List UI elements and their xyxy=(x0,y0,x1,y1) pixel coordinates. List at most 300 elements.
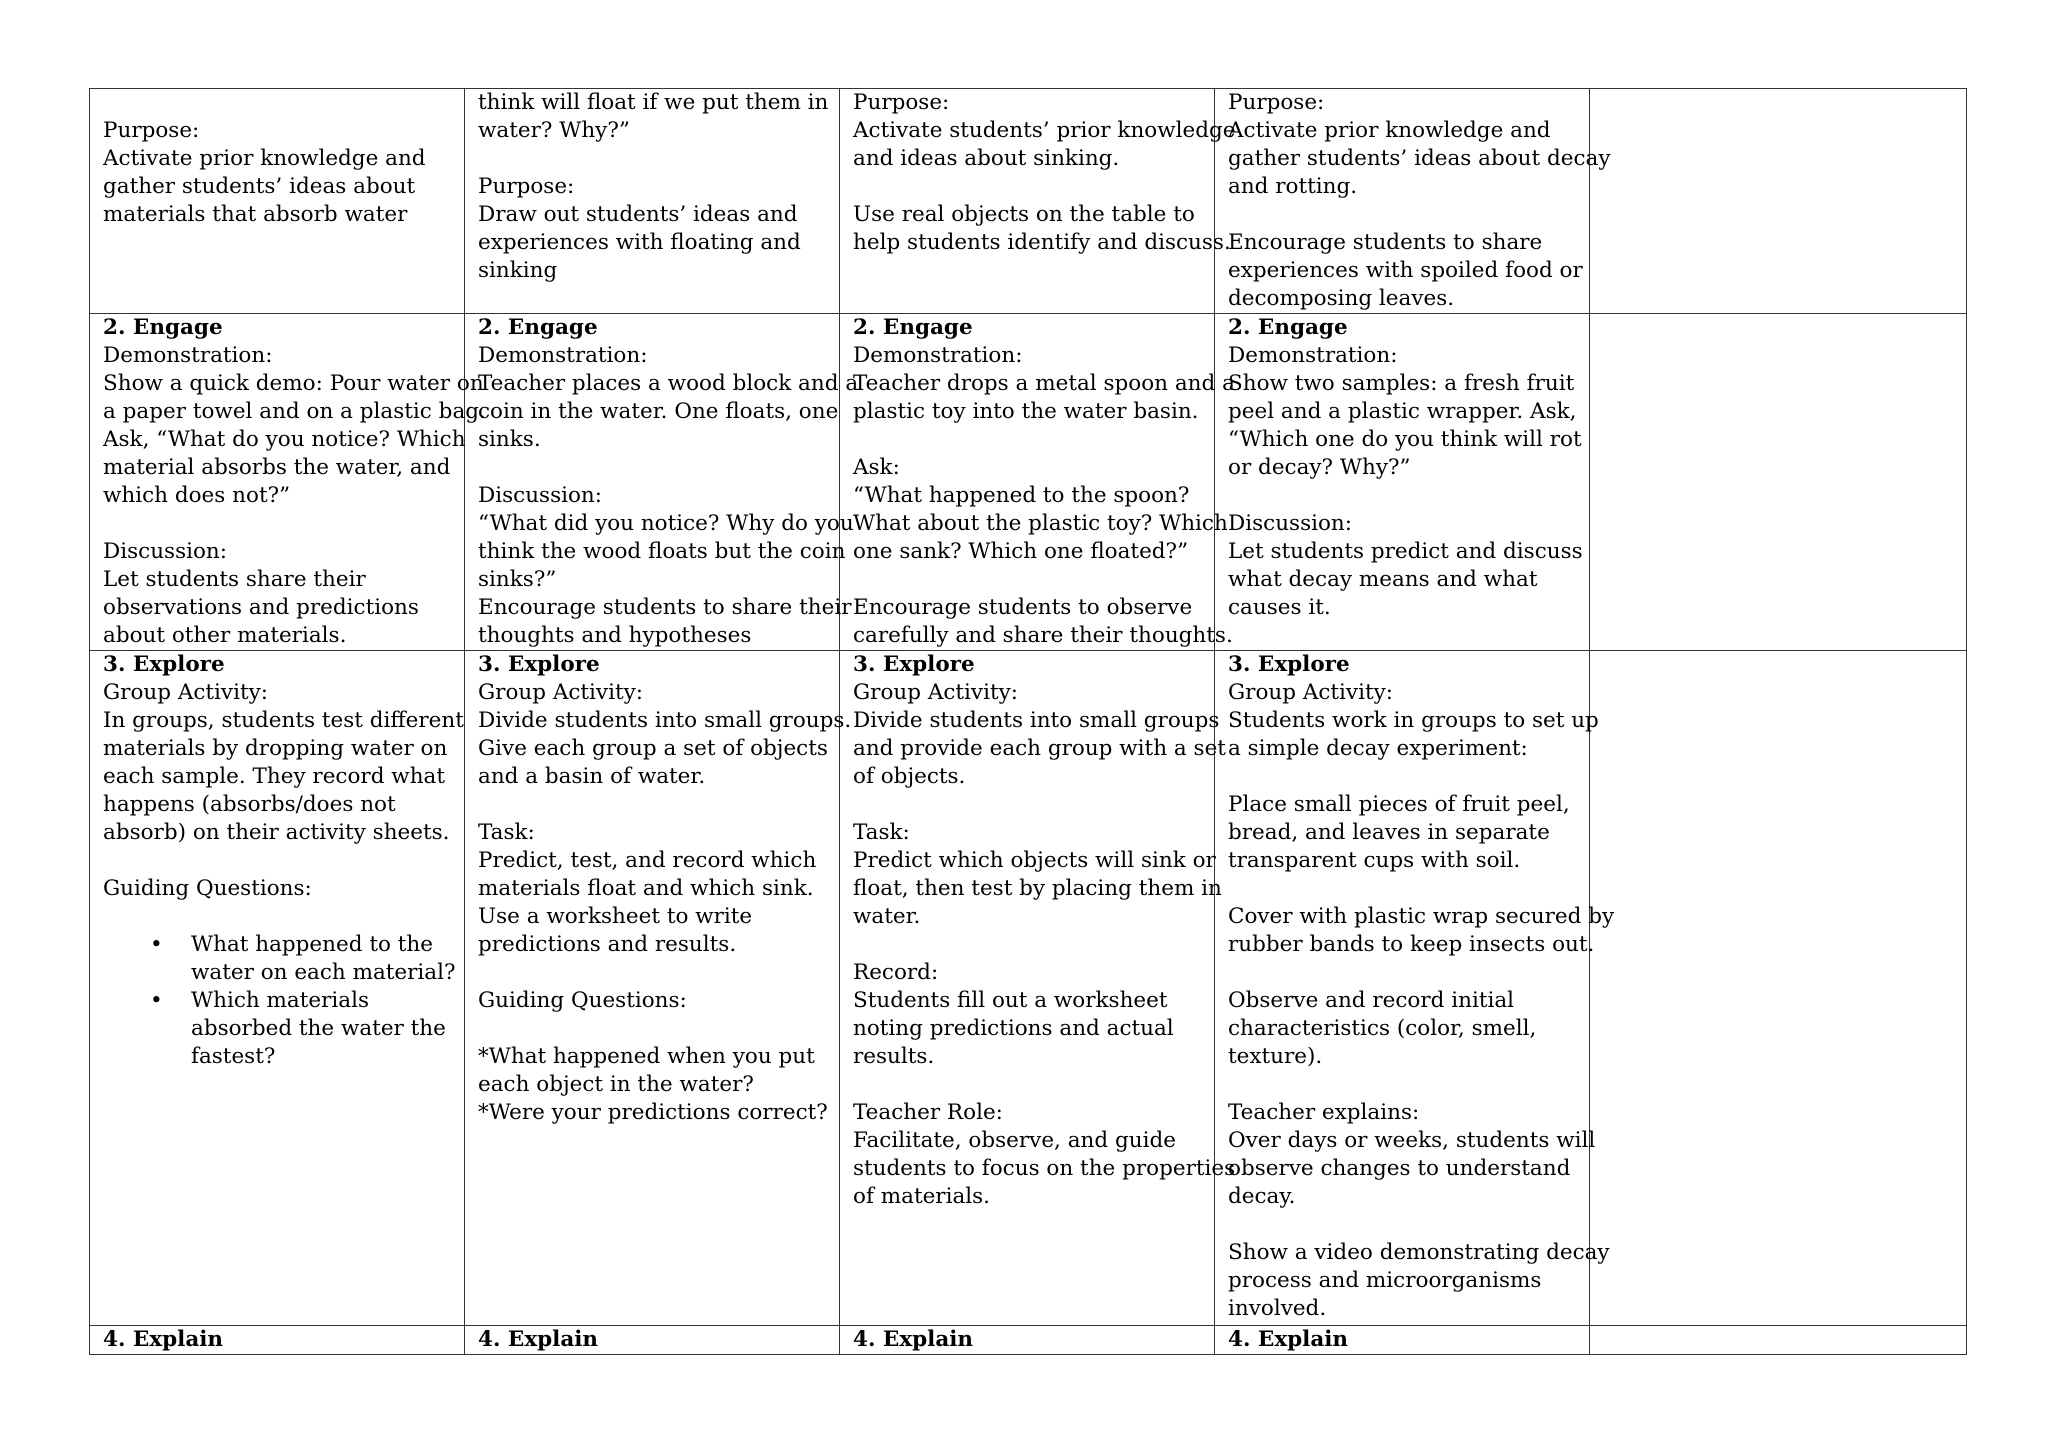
text-line xyxy=(1228,538,1583,566)
line-text: Demonstration: xyxy=(853,343,1023,368)
text-line xyxy=(103,201,452,229)
table-cell xyxy=(90,1326,465,1355)
text-line xyxy=(478,791,827,819)
line-text: sinks?” xyxy=(478,567,557,592)
table-cell xyxy=(465,89,840,314)
text-line xyxy=(1228,426,1582,454)
line-text: and rotting. xyxy=(1228,174,1358,199)
text-line xyxy=(853,370,1235,398)
table-cell xyxy=(1590,89,1967,314)
line-text: or decay? Why?” xyxy=(1228,455,1411,480)
line-text: 2. Engage xyxy=(478,315,598,340)
line-text: observations and predictions xyxy=(103,595,419,620)
text-line xyxy=(853,1099,1202,1127)
text-line xyxy=(478,931,827,959)
table-cell xyxy=(840,1326,1215,1355)
text-line xyxy=(853,987,1202,1015)
text-line xyxy=(478,1071,827,1099)
line-text: Divide students into small groups. xyxy=(478,708,852,733)
text-line xyxy=(103,538,452,566)
line-text: Guiding Questions: xyxy=(478,988,687,1013)
line-text: Ask, “What do you notice? Which xyxy=(103,427,466,452)
line-text: 3. Explore xyxy=(1228,652,1350,677)
line-text: 2. Engage xyxy=(103,315,223,340)
line-text: of materials. xyxy=(853,1184,991,1209)
line-text: Teacher drops a metal spoon and a xyxy=(853,371,1235,396)
line-text: observe changes to understand xyxy=(1228,1156,1571,1181)
text-line xyxy=(478,679,827,707)
line-text: Demonstration: xyxy=(1228,343,1398,368)
line-text: bread, and leaves in separate xyxy=(1228,820,1550,845)
text-line xyxy=(1228,1127,1596,1155)
text-line xyxy=(1228,1155,1577,1183)
section-heading xyxy=(478,651,827,679)
line-text: absorb) on their activity sheets. xyxy=(103,820,450,845)
line-text: Use real objects on the table to xyxy=(853,202,1195,227)
table-row xyxy=(90,314,1967,651)
text-line xyxy=(103,370,484,398)
text-line xyxy=(853,594,1202,622)
text-line xyxy=(478,398,839,426)
text-line xyxy=(1228,342,1577,370)
text-line xyxy=(478,1099,827,1127)
text-line xyxy=(1228,1183,1577,1211)
section-heading xyxy=(853,314,1202,342)
text-line xyxy=(103,566,452,594)
line-text: Group Activity: xyxy=(1228,680,1393,705)
text-line xyxy=(853,847,1216,875)
text-line xyxy=(103,679,452,707)
text-line xyxy=(1228,679,1577,707)
line-text: Task: xyxy=(478,820,535,845)
text-line xyxy=(853,1015,1202,1043)
line-text: coin in the water. One floats, one xyxy=(478,399,839,424)
text-line xyxy=(103,875,452,903)
text-line xyxy=(853,510,1228,538)
bullet-icon: • xyxy=(150,988,163,1013)
text-line xyxy=(1228,89,1577,117)
text-line xyxy=(853,1127,1202,1155)
line-text: one sank? Which one floated?” xyxy=(853,539,1189,564)
line-text: Activate prior knowledge and xyxy=(103,146,426,171)
bullet-item xyxy=(103,987,452,1015)
text-line xyxy=(853,791,1202,819)
line-text: involved. xyxy=(1228,1296,1327,1321)
text-line xyxy=(103,454,452,482)
text-line xyxy=(103,398,486,426)
text-line xyxy=(1228,454,1577,482)
table-cell xyxy=(840,651,1236,1326)
line-text: process and microorganisms xyxy=(1228,1268,1542,1293)
line-text: plastic toy into the water basin. xyxy=(853,399,1199,424)
line-text: causes it. xyxy=(1228,595,1331,620)
line-text: “What happened to the spoon? xyxy=(853,483,1190,508)
line-text: fastest? xyxy=(191,1044,276,1069)
text-line xyxy=(853,89,1202,117)
line-text: Ask: xyxy=(853,455,900,480)
line-text: Show two samples: a fresh fruit xyxy=(1228,371,1575,396)
text-line xyxy=(853,342,1202,370)
text-line xyxy=(1228,117,1577,145)
text-line xyxy=(853,1043,1202,1071)
line-text: Predict, test, and record which xyxy=(478,848,817,873)
text-line xyxy=(478,987,827,1015)
line-text: think will float if we put them in xyxy=(478,90,829,115)
line-text: predictions and results. xyxy=(478,932,737,957)
text-line xyxy=(478,201,827,229)
line-text: Task: xyxy=(853,820,910,845)
text-line xyxy=(103,342,452,370)
line-text: water. xyxy=(853,904,921,929)
line-text: texture). xyxy=(1228,1044,1323,1069)
line-text: about other materials. xyxy=(103,623,347,648)
line-text: thoughts and hypotheses xyxy=(478,623,752,648)
line-text: 2. Engage xyxy=(1228,315,1348,340)
table-cell xyxy=(465,651,852,1326)
text-line xyxy=(853,145,1202,173)
text-line xyxy=(478,426,827,454)
line-text: *Were your predictions correct? xyxy=(478,1100,828,1125)
bullet-icon: • xyxy=(150,932,163,957)
table-cell xyxy=(1215,89,1611,314)
text-line xyxy=(478,959,827,987)
text-line xyxy=(478,819,827,847)
table-cell xyxy=(1590,1326,1967,1355)
line-text: Students work in groups to set up xyxy=(1228,708,1599,733)
line-text: float, then test by placing them in xyxy=(853,876,1222,901)
table-row xyxy=(90,1326,1967,1355)
line-text: Use a worksheet to write xyxy=(478,904,753,929)
text-line xyxy=(478,1015,827,1043)
line-text: Give each group a set of objects xyxy=(478,736,828,761)
lesson-plan-table-body xyxy=(90,89,1967,1355)
lesson-plan-table xyxy=(89,88,1967,1355)
text-line xyxy=(1228,931,1595,959)
line-text: gather students’ ideas about decay xyxy=(1228,146,1611,171)
line-text: Discussion: xyxy=(103,539,228,564)
text-line xyxy=(853,875,1222,903)
table-row xyxy=(90,89,1967,314)
line-text: 3. Explore xyxy=(478,652,600,677)
text-line xyxy=(1228,847,1577,875)
line-text: Predict which objects will sink or xyxy=(853,848,1216,873)
text-line xyxy=(1228,707,1599,735)
line-text: In groups, students test different xyxy=(103,708,464,733)
section-heading xyxy=(853,651,1202,679)
text-line xyxy=(853,763,1202,791)
text-line xyxy=(103,173,452,201)
line-text: rubber bands to keep insects out. xyxy=(1228,932,1595,957)
text-line xyxy=(1228,959,1577,987)
line-text: materials that absorb water xyxy=(103,202,408,227)
line-text: Over days or weeks, students will xyxy=(1228,1128,1596,1153)
text-line xyxy=(478,735,827,763)
line-text: “What did you notice? Why do you xyxy=(478,511,854,536)
text-line xyxy=(853,1071,1202,1099)
text-line xyxy=(103,426,466,454)
text-line xyxy=(478,229,827,257)
line-text: Activate students’ prior knowledge xyxy=(853,118,1236,143)
line-text: Group Activity: xyxy=(853,680,1018,705)
text-line xyxy=(853,482,1202,510)
text-line xyxy=(1228,257,1583,285)
line-text: carefully and share their thoughts. xyxy=(853,623,1233,648)
text-line xyxy=(1228,1211,1577,1239)
line-text: noting predictions and actual xyxy=(853,1016,1174,1041)
line-text: 4. Explain xyxy=(1228,1327,1349,1352)
table-cell xyxy=(90,651,465,1326)
line-text: Group Activity: xyxy=(103,680,268,705)
line-text: Encourage students to share xyxy=(1228,230,1543,255)
line-text: Students fill out a worksheet xyxy=(853,988,1168,1013)
bullet-item xyxy=(103,931,452,959)
text-line xyxy=(103,117,452,145)
section-heading xyxy=(103,651,452,679)
line-text: results. xyxy=(853,1044,935,1069)
text-line xyxy=(478,370,859,398)
line-text: Purpose: xyxy=(1228,90,1325,115)
section-heading xyxy=(478,1326,827,1354)
line-text: What happened to the xyxy=(191,932,433,957)
line-text: *What happened when you put xyxy=(478,1044,815,1069)
line-text: material absorbs the water, and xyxy=(103,455,451,480)
table-cell xyxy=(1590,651,1967,1326)
line-text: Record: xyxy=(853,960,939,985)
line-text: Demonstration: xyxy=(478,343,648,368)
line-text: which does not?” xyxy=(103,483,291,508)
section-heading xyxy=(1228,314,1577,342)
text-line xyxy=(1228,145,1611,173)
text-line xyxy=(103,482,452,510)
line-text: absorbed the water the xyxy=(191,1016,446,1041)
line-text: and provide each group with a set xyxy=(853,736,1226,761)
text-line xyxy=(478,510,854,538)
text-line xyxy=(1228,201,1577,229)
line-text: Cover with plastic wrap secured by xyxy=(1228,904,1615,929)
line-text: transparent cups with soil. xyxy=(1228,848,1521,873)
section-heading xyxy=(478,314,827,342)
line-text: Show a quick demo: Pour water on xyxy=(103,371,484,396)
text-line xyxy=(103,89,452,117)
line-text: think the wood floats but the coin xyxy=(478,539,846,564)
line-text: Teacher explains: xyxy=(1228,1100,1420,1125)
text-line xyxy=(103,145,452,173)
text-line xyxy=(478,257,827,285)
text-line xyxy=(478,173,827,201)
text-line xyxy=(853,622,1233,650)
text-line xyxy=(478,1043,827,1071)
line-text: decay. xyxy=(1228,1184,1296,1209)
line-text: 3. Explore xyxy=(103,652,225,677)
text-line xyxy=(853,1155,1236,1183)
text-line xyxy=(478,538,846,566)
text-line xyxy=(853,819,1202,847)
text-line xyxy=(1228,482,1577,510)
text-line xyxy=(853,959,1202,987)
line-text: gather students’ ideas about xyxy=(103,174,416,199)
line-text: Discussion: xyxy=(478,483,603,508)
text-line xyxy=(1228,1099,1577,1127)
text-line xyxy=(853,426,1202,454)
text-line xyxy=(853,1183,1202,1211)
text-line xyxy=(478,342,827,370)
text-line xyxy=(1228,819,1577,847)
line-text: Activate prior knowledge and xyxy=(1228,118,1551,143)
line-text: Teacher Role: xyxy=(853,1100,1003,1125)
line-text: 3. Explore xyxy=(853,652,975,677)
table-cell xyxy=(840,89,1236,314)
text-line xyxy=(103,594,452,622)
text-line xyxy=(478,594,852,622)
table-cell xyxy=(465,1326,840,1355)
line-text: What about the plastic toy? Which xyxy=(853,511,1228,536)
line-text: experiences with floating and xyxy=(478,230,801,255)
line-text: each object in the water? xyxy=(478,1072,754,1097)
text-line xyxy=(478,707,852,735)
text-line xyxy=(1228,987,1577,1015)
line-text: Facilitate, observe, and guide xyxy=(853,1128,1176,1153)
text-line xyxy=(853,903,1202,931)
text-line xyxy=(853,931,1202,959)
line-text: sinks. xyxy=(478,427,541,452)
line-text: water? Why?” xyxy=(478,118,630,143)
text-line xyxy=(853,566,1202,594)
section-heading xyxy=(103,1326,452,1354)
line-text: 4. Explain xyxy=(103,1327,224,1352)
text-line xyxy=(1228,173,1577,201)
text-line xyxy=(103,903,452,931)
text-line xyxy=(1228,229,1577,257)
line-text: Observe and record initial xyxy=(1228,988,1515,1013)
text-line xyxy=(853,229,1231,257)
text-line xyxy=(478,454,827,482)
text-line xyxy=(478,482,827,510)
text-line xyxy=(1228,510,1577,538)
text-line xyxy=(478,566,827,594)
line-text: Show a video demonstrating decay xyxy=(1228,1240,1610,1265)
text-line xyxy=(1228,791,1577,819)
line-text: Divide students into small groups xyxy=(853,708,1220,733)
line-text: Let students share their xyxy=(103,567,366,592)
line-text: materials by dropping water on xyxy=(103,736,448,761)
text-line xyxy=(478,763,827,791)
text-line xyxy=(478,117,827,145)
line-text: Purpose: xyxy=(103,118,200,143)
text-line xyxy=(478,89,827,117)
text-line xyxy=(853,201,1202,229)
text-line xyxy=(853,679,1202,707)
line-text: a paper towel and on a plastic bag. xyxy=(103,399,486,424)
text-line xyxy=(478,847,827,875)
line-text: Discussion: xyxy=(1228,511,1353,536)
section-heading xyxy=(1228,651,1577,679)
text-line xyxy=(853,454,1202,482)
line-text: a simple decay experiment: xyxy=(1228,736,1528,761)
table-cell xyxy=(840,314,1235,651)
line-text: Guiding Questions: xyxy=(103,876,312,901)
table-row xyxy=(90,651,1967,1326)
line-text: 4. Explain xyxy=(478,1327,599,1352)
text-line xyxy=(853,707,1220,735)
table-cell xyxy=(1215,1326,1590,1355)
text-line xyxy=(1228,1267,1577,1295)
line-text: decomposing leaves. xyxy=(1228,286,1455,311)
line-text: and ideas about sinking. xyxy=(853,146,1120,171)
text-line xyxy=(1228,398,1577,426)
text-line xyxy=(1228,370,1577,398)
bullet-item xyxy=(103,959,456,987)
text-line xyxy=(1228,763,1577,791)
text-line xyxy=(103,763,452,791)
text-line xyxy=(478,145,827,173)
text-line xyxy=(1228,285,1577,313)
text-line xyxy=(1228,1295,1577,1323)
bullet-item xyxy=(103,1015,452,1043)
line-text: what decay means and what xyxy=(1228,567,1538,592)
table-cell xyxy=(90,89,465,314)
text-line xyxy=(1228,566,1577,594)
text-line xyxy=(103,510,452,538)
text-line xyxy=(103,735,452,763)
line-text: Purpose: xyxy=(478,174,575,199)
table-cell xyxy=(1215,314,1590,651)
text-line xyxy=(478,875,827,903)
text-line xyxy=(853,398,1202,426)
text-line xyxy=(1228,1071,1577,1099)
text-line xyxy=(1228,735,1577,763)
line-text: Draw out students’ ideas and xyxy=(478,202,798,227)
line-text: Purpose: xyxy=(853,90,950,115)
line-text: 2. Engage xyxy=(853,315,973,340)
line-text: each sample. They record what xyxy=(103,764,445,789)
table-cell xyxy=(90,314,486,651)
line-text: characteristics (color, smell, xyxy=(1228,1016,1537,1041)
text-line xyxy=(853,173,1202,201)
bullet-item xyxy=(103,1043,452,1071)
text-line xyxy=(853,735,1226,763)
line-text: Let students predict and discuss xyxy=(1228,539,1583,564)
line-text: help students identify and discuss. xyxy=(853,230,1231,255)
table-cell xyxy=(1215,651,1615,1326)
text-line xyxy=(1228,1043,1577,1071)
text-line xyxy=(1228,594,1577,622)
line-text: happens (absorbs/does not xyxy=(103,792,396,817)
table-cell xyxy=(465,314,859,651)
text-line xyxy=(103,707,464,735)
line-text: Demonstration: xyxy=(103,343,273,368)
line-text: “Which one do you think will rot xyxy=(1228,427,1582,452)
line-text: of objects. xyxy=(853,764,966,789)
text-line xyxy=(853,538,1202,566)
section-heading xyxy=(103,314,452,342)
line-text: Group Activity: xyxy=(478,680,643,705)
text-line xyxy=(1228,1239,1610,1267)
text-line xyxy=(478,903,827,931)
section-heading xyxy=(853,1326,1202,1354)
line-text: students to focus on the properties xyxy=(853,1156,1236,1181)
line-text: 4. Explain xyxy=(853,1327,974,1352)
line-text: Which materials xyxy=(191,988,369,1013)
line-text: Encourage students to observe xyxy=(853,595,1193,620)
line-text: Place small pieces of fruit peel, xyxy=(1228,792,1570,817)
text-line xyxy=(103,847,452,875)
text-line xyxy=(103,819,452,847)
line-text: and a basin of water. xyxy=(478,764,706,789)
line-text: Encourage students to share their xyxy=(478,595,852,620)
text-line xyxy=(853,117,1236,145)
text-line xyxy=(1228,1015,1577,1043)
section-heading xyxy=(1228,1326,1577,1354)
